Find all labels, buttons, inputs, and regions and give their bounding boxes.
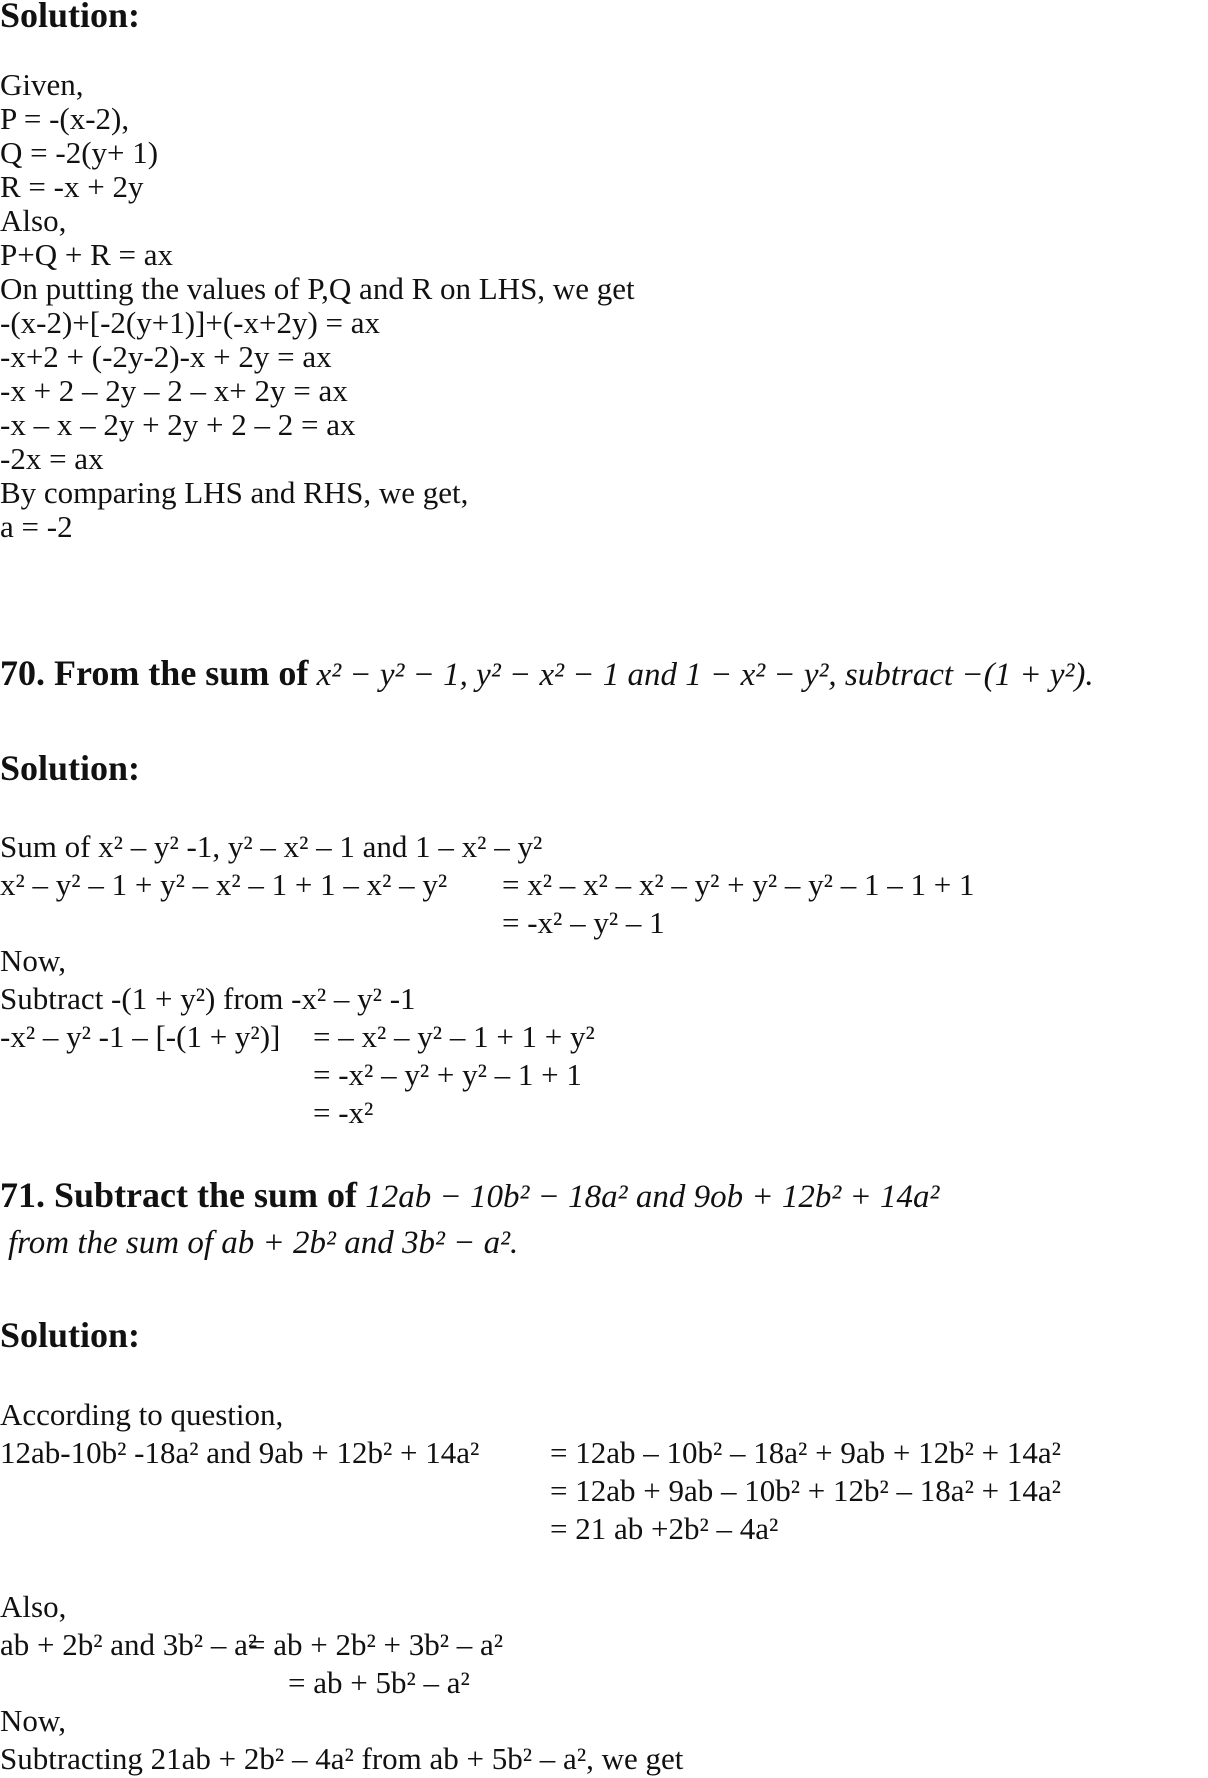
text-line: -x² – y² -1 – [-(1 + y²)]	[0, 1019, 281, 1054]
text-line: -x + 2 – 2y – 2 – x+ 2y = ax	[0, 373, 348, 408]
text-line: On putting the values of P,Q and R on LHS, we get	[0, 271, 635, 306]
text-line: R = -x + 2y	[0, 169, 144, 204]
text-line: P+Q + R = ax	[0, 237, 174, 272]
text-line: -2x = ax	[0, 441, 104, 476]
text-line: Now,	[0, 943, 67, 978]
text-line: Q = -2(y+ 1)	[0, 135, 159, 170]
question-number-title: 70. From the sum of	[0, 653, 309, 693]
text-line: x² – y² – 1 + y² – x² – 1 + 1 – x² – y²	[0, 867, 448, 902]
text-line: = -x²	[313, 1095, 374, 1130]
text-line: P = -(x-2),	[0, 101, 130, 136]
text-line: = ab + 5b² – a²	[288, 1665, 470, 1700]
text-line: = 21 ab +2b² – 4a²	[550, 1511, 779, 1546]
solution-heading: Solution:	[0, 748, 141, 788]
text-line: -x+2 + (-2y-2)-x + 2y = ax	[0, 339, 332, 374]
question-expression: 12ab − 10b² − 18a² and 9ob + 12b² + 14a²	[365, 1179, 940, 1215]
text-line: = x² – x² – x² – y² + y² – y² – 1 – 1 + 1	[502, 867, 975, 902]
text-line: = 12ab – 10b² – 18a² + 9ab + 12b² + 14a²	[550, 1435, 1061, 1470]
question-expression: x² − y² − 1, y² − x² − 1 and 1 − x² − y², subtract −(1 + y²).	[316, 657, 1094, 693]
text-line: 12ab-10b² -18a² and 9ab + 12b² + 14a²	[0, 1435, 480, 1470]
solution-heading: Solution:	[0, 0, 141, 35]
text-line: According to question,	[0, 1397, 284, 1432]
solution-heading: Solution:	[0, 1315, 141, 1355]
question-70	[0, 652, 1094, 696]
text-line: = – x² – y² – 1 + 1 + y²	[313, 1019, 595, 1054]
text-line: Sum of x² – y² -1, y² – x² – 1 and 1 – x² – y²	[0, 829, 543, 864]
text-line: By comparing LHS and RHS, we get,	[0, 475, 469, 510]
question-number-title: 71. Subtract the sum of	[0, 1175, 357, 1215]
text-line: Now,	[0, 1703, 67, 1738]
text-line: ab + 2b² and 3b² – a²	[0, 1627, 258, 1662]
text-line: = -x² – y² – 1	[502, 905, 665, 940]
text-line: -(x-2)+[-2(y+1)]+(-x+2y) = ax	[0, 305, 381, 340]
text-line: Also,	[0, 203, 67, 238]
question-expression-continued: from the sum of ab + 2b² and 3b² − a².	[8, 1225, 519, 1261]
text-line: Subtracting 21ab + 2b² – 4a² from ab + 5b² – a², we get	[0, 1741, 684, 1776]
text-line: Given,	[0, 67, 84, 102]
question-71	[0, 1174, 939, 1218]
text-line: a = -2	[0, 509, 73, 544]
text-line: = 12ab + 9ab – 10b² + 12b² – 18a² + 14a²	[550, 1473, 1061, 1508]
text-line: = ab + 2b² + 3b² – a²	[248, 1627, 504, 1662]
text-line: Subtract -(1 + y²) from -x² – y² -1	[0, 981, 416, 1016]
text-line: = -x² – y² + y² – 1 + 1	[313, 1057, 582, 1092]
text-line: Also,	[0, 1589, 67, 1624]
text-line: -x – x – 2y + 2y + 2 – 2 = ax	[0, 407, 356, 442]
